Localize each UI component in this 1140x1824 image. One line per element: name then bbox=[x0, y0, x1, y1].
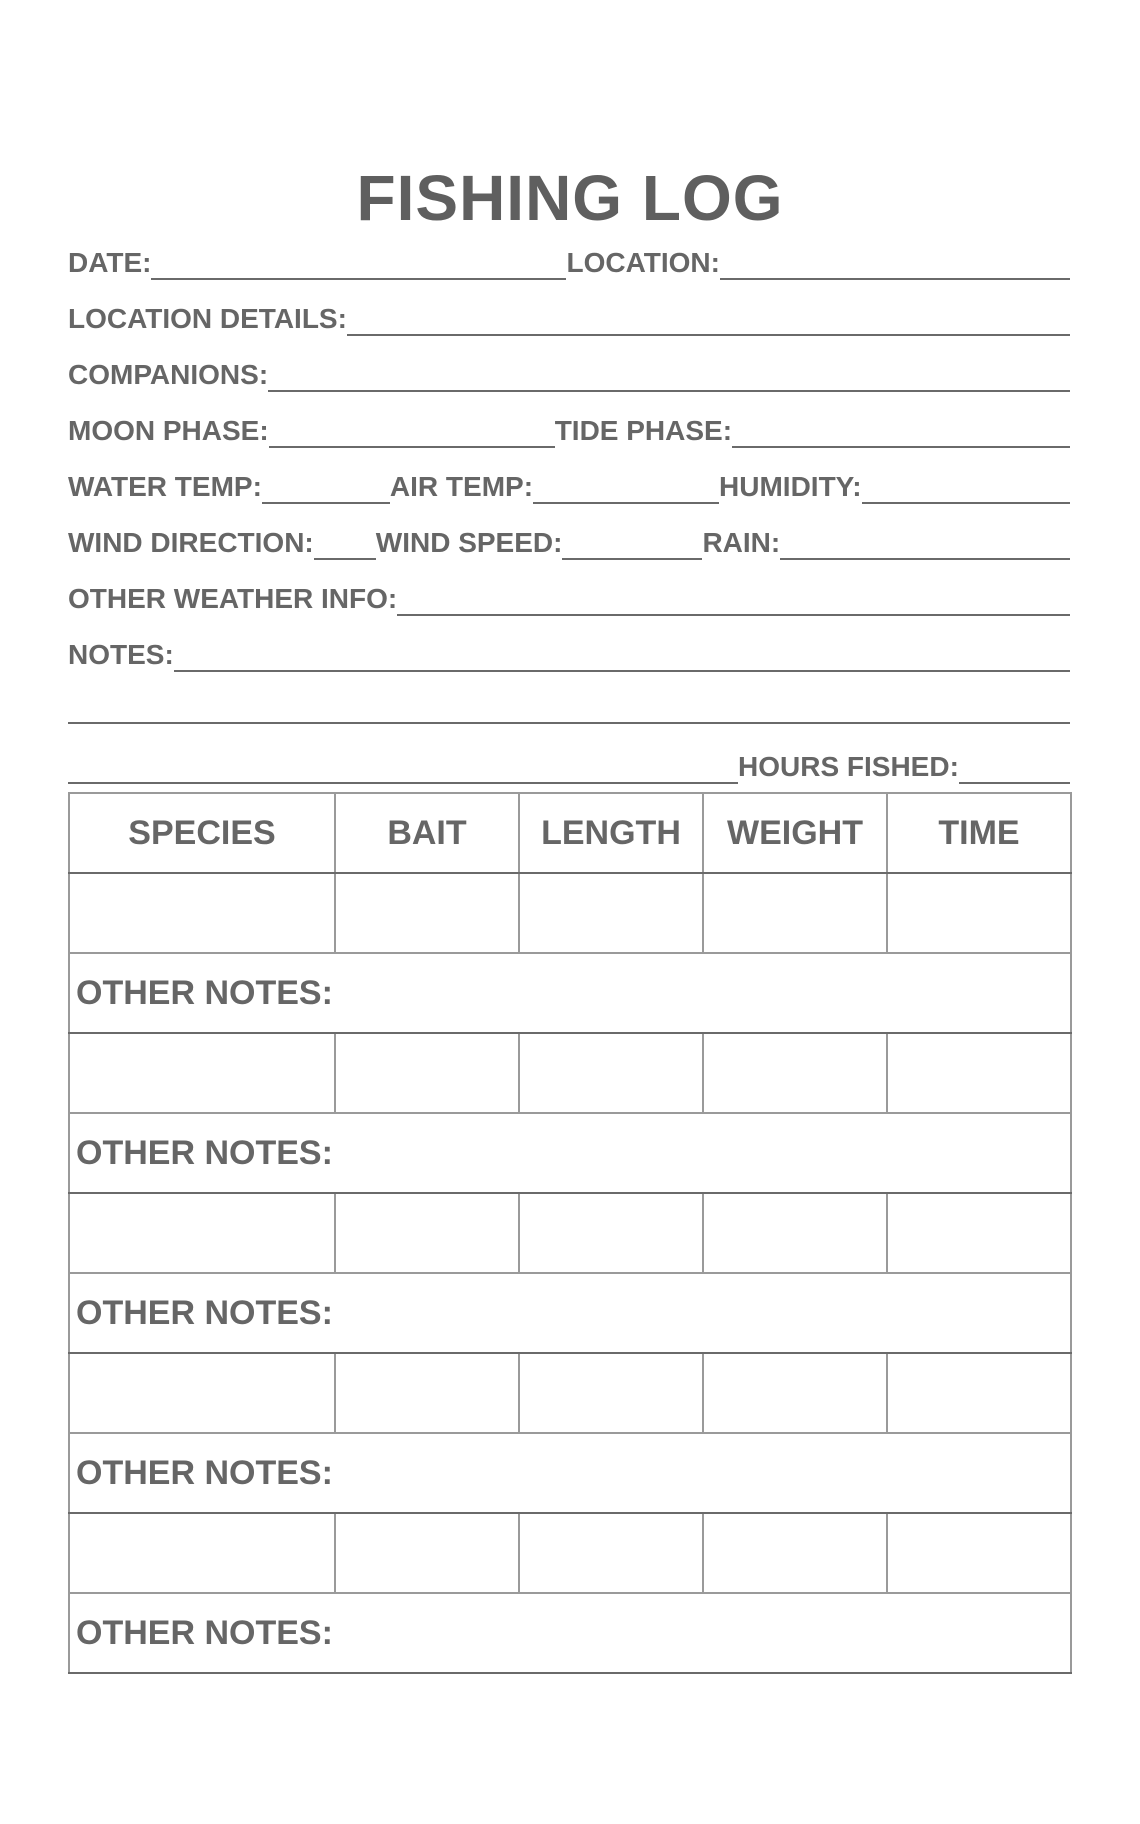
location-details-label: LOCATION DETAILS: bbox=[68, 303, 347, 334]
rain-label: RAIN: bbox=[702, 527, 781, 558]
companions-line[interactable] bbox=[268, 386, 1070, 392]
moon-phase-line[interactable] bbox=[269, 442, 555, 448]
temperature-row bbox=[68, 471, 1070, 504]
moon-phase-label: MOON PHASE: bbox=[68, 415, 269, 446]
hours-fished-row bbox=[68, 751, 1070, 784]
length-cell[interactable] bbox=[519, 1033, 703, 1113]
water-temp-line[interactable] bbox=[262, 498, 390, 504]
bait-cell[interactable] bbox=[335, 1033, 519, 1113]
weight-cell[interactable] bbox=[703, 1353, 887, 1433]
humidity-line[interactable] bbox=[862, 498, 1070, 504]
time-cell[interactable] bbox=[887, 1513, 1071, 1593]
weight-cell[interactable] bbox=[703, 1513, 887, 1593]
time-cell[interactable] bbox=[887, 1193, 1071, 1273]
weight-cell[interactable] bbox=[703, 1033, 887, 1113]
water-temp-label: WATER TEMP: bbox=[68, 471, 262, 502]
other-notes-row bbox=[69, 953, 1071, 1033]
species-cell[interactable] bbox=[69, 1353, 335, 1433]
other-weather-label: OTHER WEATHER INFO: bbox=[68, 583, 398, 614]
header-bait: BAIT bbox=[335, 793, 519, 873]
other-notes-cell[interactable]: OTHER NOTES: bbox=[69, 1273, 1071, 1353]
species-cell[interactable] bbox=[69, 1033, 335, 1113]
table-row bbox=[69, 1353, 1071, 1433]
bait-cell[interactable] bbox=[335, 873, 519, 953]
tide-phase-line[interactable] bbox=[732, 442, 1070, 448]
length-cell[interactable] bbox=[519, 1193, 703, 1273]
header-length: LENGTH bbox=[519, 793, 703, 873]
table-row bbox=[69, 1033, 1071, 1113]
page-title: FISHING LOG bbox=[356, 162, 784, 234]
header-species: SPECIES bbox=[69, 793, 335, 873]
wind-speed-label: WIND SPEED: bbox=[375, 527, 563, 558]
species-cell[interactable] bbox=[69, 1513, 335, 1593]
species-cell[interactable] bbox=[69, 873, 335, 953]
length-cell[interactable] bbox=[519, 1513, 703, 1593]
bait-cell[interactable] bbox=[335, 1513, 519, 1593]
wind-speed-line[interactable] bbox=[562, 554, 702, 560]
bait-cell[interactable] bbox=[335, 1193, 519, 1273]
location-label: LOCATION: bbox=[566, 247, 720, 278]
table-header-row bbox=[69, 793, 1071, 873]
catch-table bbox=[68, 792, 1072, 1674]
weight-cell[interactable] bbox=[703, 1193, 887, 1273]
location-details-line[interactable] bbox=[347, 330, 1070, 336]
date-label: DATE: bbox=[68, 247, 152, 278]
location-details-row bbox=[68, 303, 1070, 336]
tide-phase-label: TIDE PHASE: bbox=[554, 415, 733, 446]
other-notes-cell[interactable]: OTHER NOTES: bbox=[69, 1113, 1071, 1193]
location-line[interactable] bbox=[720, 274, 1070, 280]
time-cell[interactable] bbox=[887, 1353, 1071, 1433]
air-temp-line[interactable] bbox=[533, 498, 719, 504]
hours-fished-line[interactable] bbox=[959, 778, 1070, 784]
other-notes-row bbox=[69, 1433, 1071, 1513]
notes-line[interactable] bbox=[174, 666, 1070, 672]
hours-fished-label: HOURS FISHED: bbox=[738, 751, 959, 782]
companions-row bbox=[68, 359, 1070, 392]
moon-tide-row bbox=[68, 415, 1070, 448]
companions-label: COMPANIONS: bbox=[68, 359, 269, 390]
notes-extra-line[interactable] bbox=[68, 722, 1070, 724]
other-weather-line[interactable] bbox=[397, 610, 1070, 616]
air-temp-label: AIR TEMP: bbox=[389, 471, 534, 502]
other-notes-row bbox=[69, 1593, 1071, 1673]
date-line[interactable] bbox=[151, 274, 566, 280]
rain-line[interactable] bbox=[780, 554, 1070, 560]
table-row bbox=[69, 1193, 1071, 1273]
time-cell[interactable] bbox=[887, 1033, 1071, 1113]
wind-row bbox=[68, 527, 1070, 560]
species-cell[interactable] bbox=[69, 1193, 335, 1273]
weight-cell[interactable] bbox=[703, 873, 887, 953]
other-weather-row bbox=[68, 583, 1070, 616]
notes-row bbox=[68, 639, 1070, 672]
bait-cell[interactable] bbox=[335, 1353, 519, 1433]
wind-direction-line[interactable] bbox=[314, 554, 376, 560]
length-cell[interactable] bbox=[519, 1353, 703, 1433]
notes-extra-line-2[interactable] bbox=[68, 778, 738, 784]
other-notes-cell[interactable]: OTHER NOTES: bbox=[69, 1433, 1071, 1513]
length-cell[interactable] bbox=[519, 873, 703, 953]
other-notes-row bbox=[69, 1273, 1071, 1353]
other-notes-row bbox=[69, 1113, 1071, 1193]
humidity-label: HUMIDITY: bbox=[719, 471, 862, 502]
other-notes-cell[interactable]: OTHER NOTES: bbox=[69, 1593, 1071, 1673]
time-cell[interactable] bbox=[887, 873, 1071, 953]
date-location-row bbox=[68, 247, 1070, 280]
wind-direction-label: WIND DIRECTION: bbox=[68, 527, 314, 558]
table-row bbox=[69, 1513, 1071, 1593]
other-notes-cell[interactable]: OTHER NOTES: bbox=[69, 953, 1071, 1033]
header-weight: WEIGHT bbox=[703, 793, 887, 873]
notes-label: NOTES: bbox=[68, 639, 174, 670]
header-time: TIME bbox=[887, 793, 1071, 873]
table-row bbox=[69, 873, 1071, 953]
